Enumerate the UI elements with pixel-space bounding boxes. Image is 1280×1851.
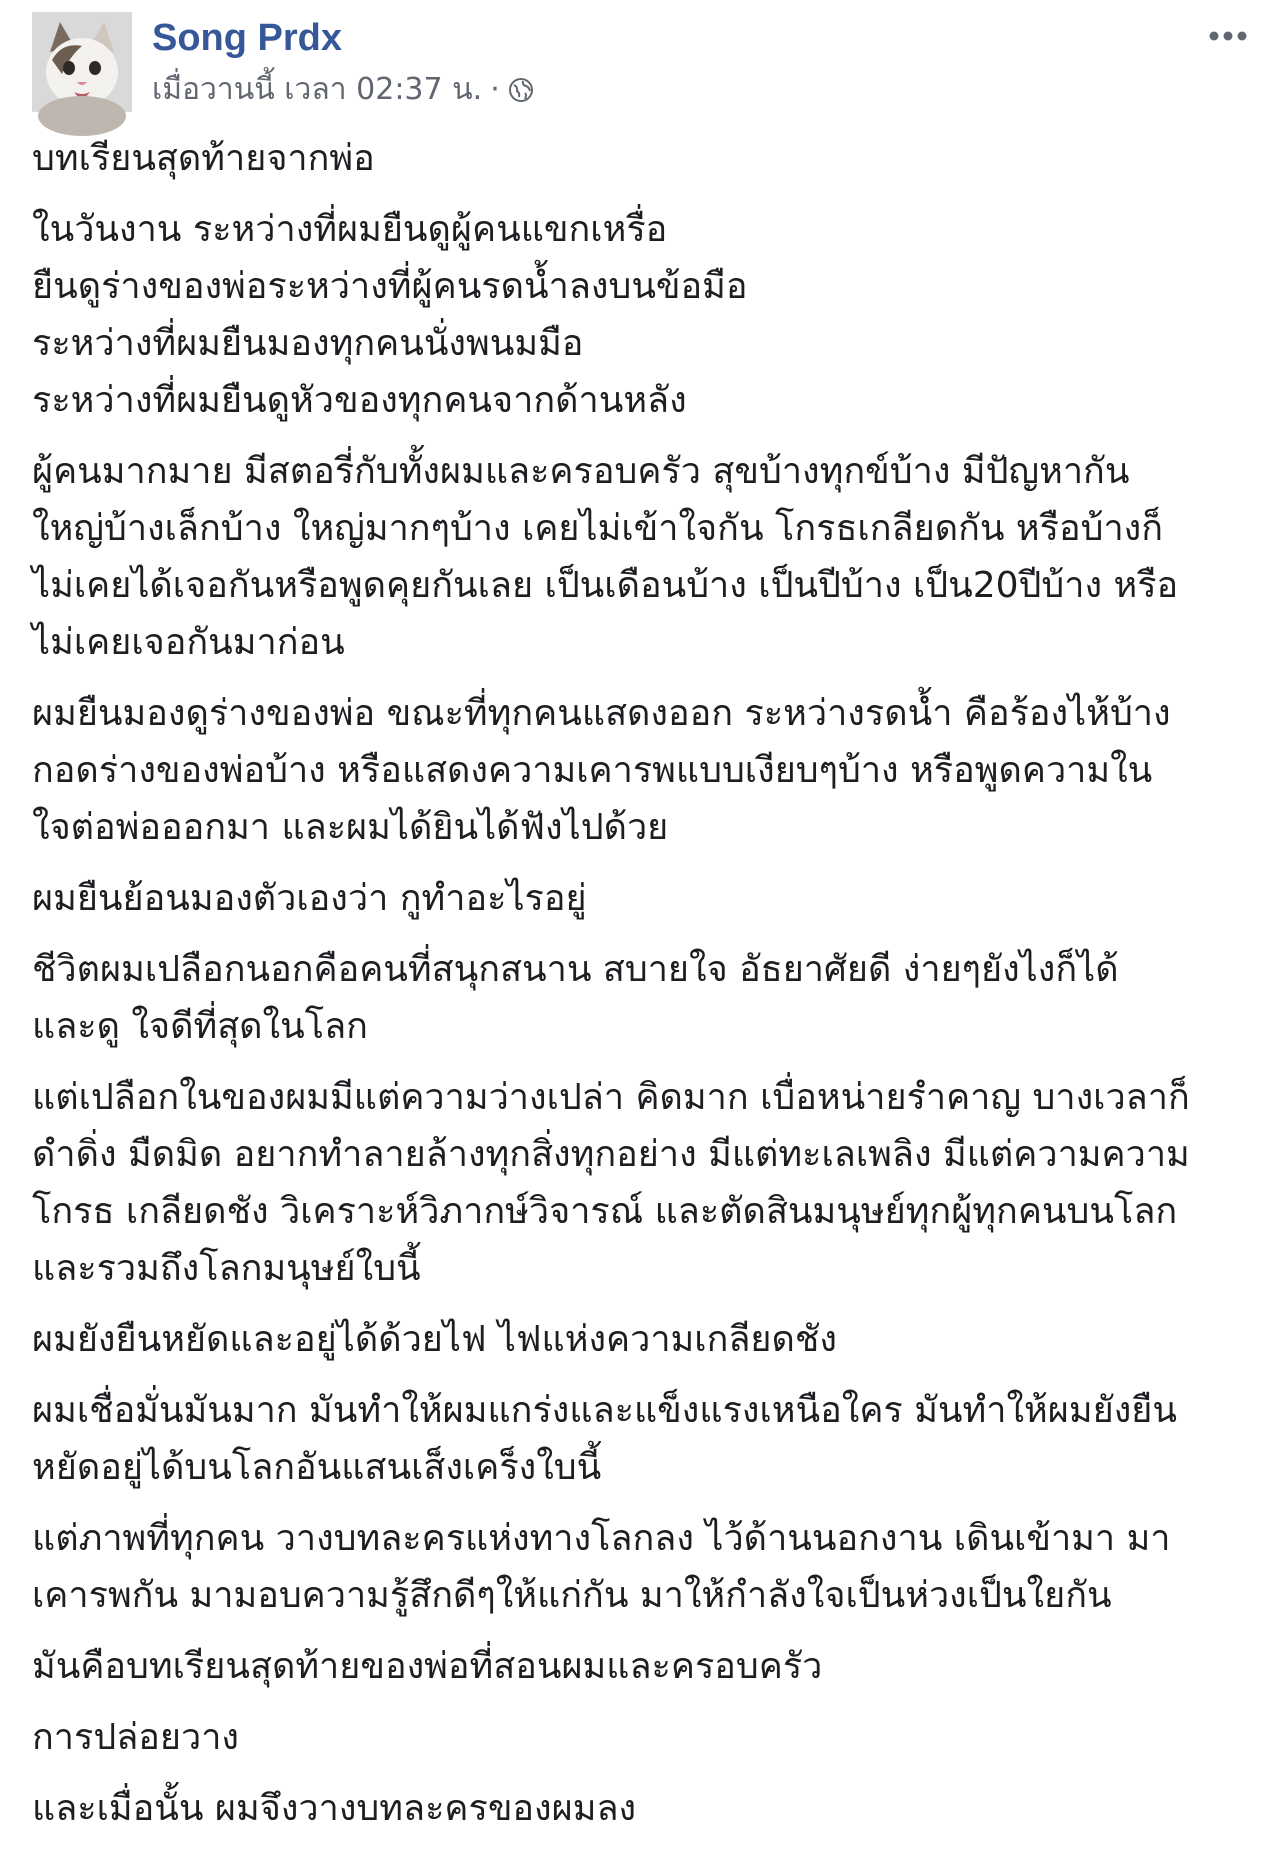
- post-paragraph: ผมยืนย้อนมองตัวเองว่า กูทำอะไรอยู่: [32, 878, 587, 919]
- globe-icon[interactable]: [508, 77, 534, 103]
- post-paragraph: และเมื่อนั้น ผมจึงวางบทละครของผมลง: [32, 1788, 637, 1829]
- post-paragraph: มันคือบทเรียนสุดท้ายของพ่อที่สอนผมและครอบครัว: [32, 1646, 823, 1687]
- cat-avatar-icon: [32, 12, 132, 112]
- post-paragraph: ผู้คนมากมาย มีสตอรี่กับทั้งผมและครอบครัว สุขบ้างทุกข์บ้าง มีปัญหากัน ใหญ่บ้างเล็กบ้าง ใหญ่มากๆบ้าง เคยไม่เข้าใจกัน โกรธเกลียดกัน หรือบ้างก็ ไม่เคยได้เจอกันหรือพูดคุยกันเลย เป็นเดือนบ้าง เป็นปีบ้าง เป็น20ปีบ้าง หรือ ไม่เคยเจอกันมาก่อน: [32, 451, 1179, 663]
- post-paragraph: บทเรียนสุดท้ายจากพ่อ: [32, 138, 375, 179]
- post-paragraph: ผมเชื่อมั่นมันมาก มันทำให้ผมแกร่งและแข็งแรงเหนือใคร มันทำให้ผมยังยืน หยัดอยู่ได้บนโลกอันแสนเส็งเคร็งใบนี้: [32, 1390, 1177, 1488]
- post-content: [32, 130, 1248, 1851]
- post-paragraph: ผมยังยืนหยัดและอยู่ได้ด้วยไฟ ไฟแห่งความเกลียดชัง: [32, 1319, 837, 1360]
- post-paragraph: แต่เปลือกในของผมมีแต่ความว่างเปล่า คิดมาก เบื่อหน่ายรำคาญ บางเวลาก็ ดำดิ่ง มืดมิด อยากทำลายล้างทุกสิ่งทุกอย่าง มีแต่ทะเลเพลิง มีแต่ความความ โกรธ เกลียดชัง วิเคราะห์วิภากษ์วิจารณ์ และตัดสินมนุษย์ทุกผู้ทุกคนบนโลก และรวมถึงโลกมนุษย์ใบนี้: [32, 1077, 1190, 1289]
- post-paragraph: การปล่อยวาง: [32, 1717, 239, 1758]
- author-avatar[interactable]: [32, 12, 132, 112]
- post-header: [32, 12, 1252, 122]
- post-paragraph: แต่ภาพที่ทุกคน วางบทละครแห่งทางโลกลง ไว้ด้านนอกงาน เดินเข้ามา มา เคารพกัน มามอบความรู้สึกดีๆให้แก่กัน มาให้กำลังใจเป็นห่วงเป็นใยกัน: [32, 1518, 1171, 1616]
- post-paragraph: ชีวิตผมเปลือกนอกคือคนที่สนุกสนาน สบายใจ อัธยาศัยดี ง่ายๆยังไงก็ได้ และดู ใจดีที่สุดในโลก: [32, 949, 1119, 1047]
- ellipsis-icon[interactable]: [1204, 22, 1252, 50]
- post-paragraph: ในวันงาน ระหว่างที่ผมยืนดูผู้คนแขกเหรื่อ ยืนดูร่างของพ่อระหว่างที่ผู้คนรดน้ำลงบนข้อมือ ระหว่างที่ผมยืนมองทุกคนนั่งพนมมือ ระหว่างที่ผมยืนดูหัวของทุกคนจากด้านหลัง: [32, 209, 748, 421]
- author-name[interactable]: Song Prdx: [152, 17, 343, 59]
- post-timestamp[interactable]: เมื่อวานนี้ เวลา 02:37 น.: [152, 72, 483, 107]
- meta-separator: ·: [490, 72, 500, 107]
- post-meta: [152, 72, 534, 108]
- post-paragraph: ผมยืนมองดูร่างของพ่อ ขณะที่ทุกคนแสดงออก ระหว่างรดน้ำ คือร้องไห้บ้าง กอดร่างของพ่อบ้าง หรือแสดงความเคารพแบบเงียบๆบ้าง หรือพูดความใน ใจต่อพ่อออกมา และผมได้ยินได้ฟังไปด้วย: [32, 693, 1171, 848]
